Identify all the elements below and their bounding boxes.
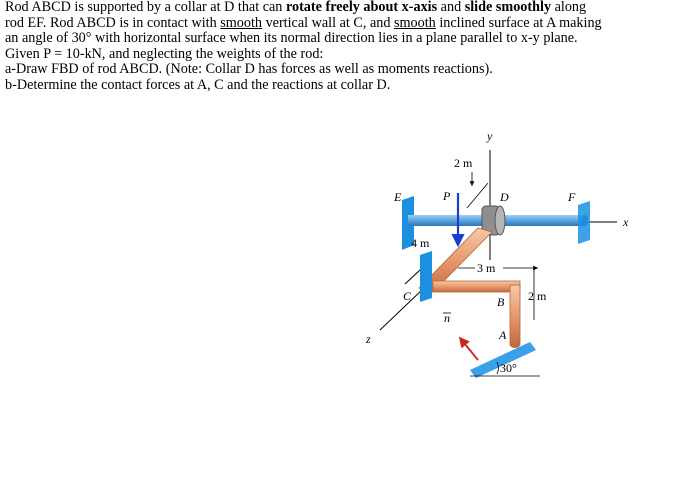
problem-line-5: a-Draw FBD of rod ABCD. (Note: Collar D has forces as well as moments reactions). — [5, 61, 493, 78]
label-B: B — [497, 295, 505, 309]
problem-line-3: an angle of 30° with horizontal surface when its normal direction lies in a plane parallel to x-y plane. — [5, 30, 578, 47]
problem-line-4: Given P = 10-kN, and neglecting the weights of the rod: — [5, 45, 324, 62]
underlined-text: smooth — [394, 14, 436, 31]
text-segment: along — [551, 0, 587, 15]
collar-D-face — [495, 206, 505, 235]
dim-3m-label: 3 m — [477, 261, 496, 275]
text-segment: rod EF. Rod ABCD is in contact with — [5, 14, 221, 31]
problem-line-6: b-Determine the contact forces at A, C and the reactions at collar D. — [5, 76, 391, 93]
dim-2m-top-line — [467, 183, 488, 208]
label-C: C — [403, 289, 412, 303]
wall-C — [420, 251, 432, 302]
wall-F-support — [578, 201, 590, 244]
text-segment: vertical wall at C, and — [262, 14, 394, 31]
underlined-text: smooth — [220, 14, 263, 31]
bold-text: slide smoothly — [464, 0, 552, 15]
text-segment: and — [437, 0, 465, 15]
label-E: E — [394, 190, 402, 204]
normal-label-n: n — [444, 311, 450, 325]
rod-segment-CB — [433, 281, 520, 292]
label-F: F — [568, 190, 576, 204]
text-segment: inclined surface at A making — [435, 14, 602, 31]
label-P: P — [443, 189, 451, 203]
text-segment: Rod ABCD is supported by a collar at D that can — [5, 0, 286, 15]
dim-4m-label: 4 m — [411, 236, 430, 250]
x-axis-label: x — [623, 215, 629, 229]
dim-2m-top-label: 2 m — [454, 156, 473, 170]
wall-C-hatch — [405, 270, 420, 284]
dim-2m-right-label: 2 m — [528, 289, 547, 303]
normal-arrow-n — [460, 338, 478, 360]
y-axis-label: y — [487, 129, 493, 143]
z-axis-label: z — [366, 332, 371, 346]
rod-segment-BA — [510, 285, 520, 345]
rod-end-A — [510, 342, 520, 348]
label-A: A — [499, 328, 507, 342]
label-D: D — [500, 190, 509, 204]
bold-text: rotate freely about x-axis — [285, 0, 438, 15]
angle-30-label: 30° — [500, 361, 517, 375]
